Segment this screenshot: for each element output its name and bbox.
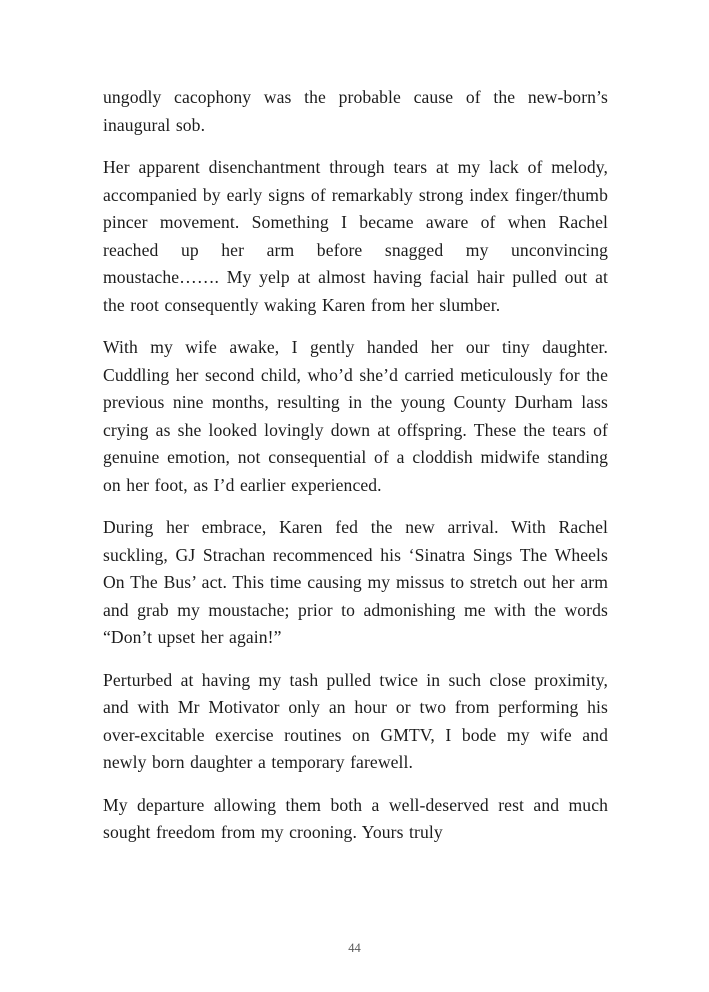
paragraph: During her embrace, Karen fed the new arrival. With Rachel suckling, GJ Strachan recommenced his ‘Sinatra Sings The Wheels On The Bus’ act. This time causing my missus to stretch out her arm and grab my moustache; prior to admonishing me with the words “Don’t upset her again!” — [103, 517, 608, 647]
page-number: 44 — [348, 941, 361, 955]
page-body-text — [103, 84, 608, 847]
paragraph: ungodly cacophony was the probable cause of the new-born’s inaugural sob. — [103, 87, 608, 135]
paragraph: Perturbed at having my tash pulled twice in such close proximity, and with Mr Motivator only an hour or two from performing his over-excitable exercise routines on GMTV, I bode my wife and newly born daughter a temporary farewell. — [103, 669, 608, 772]
paragraph: With my wife awake, I gently handed her our tiny daughter. Cuddling her second child, who’d she’d carried meticulously for the previous nine months, resulting in the young County Durham lass crying as she looked lovingly down at offspring. These the tears of genuine emotion, not consequential of a cloddish midwife standing on her foot, as I’d earlier experienced. — [103, 337, 608, 495]
paragraph: My departure allowing them both a well-deserved rest and much sought freedom from my crooning. Yours truly — [103, 794, 608, 842]
paragraph: Her apparent disenchantment through tears at my lack of melody, accompanied by early signs of remarkably strong index finger/thumb pincer movement. Something I became aware of when Rachel reached up her arm before snagged my unconvincing moustache……. My yelp at almost having facial hair pulled out at the root consequently waking Karen from her slumber. — [103, 157, 608, 315]
